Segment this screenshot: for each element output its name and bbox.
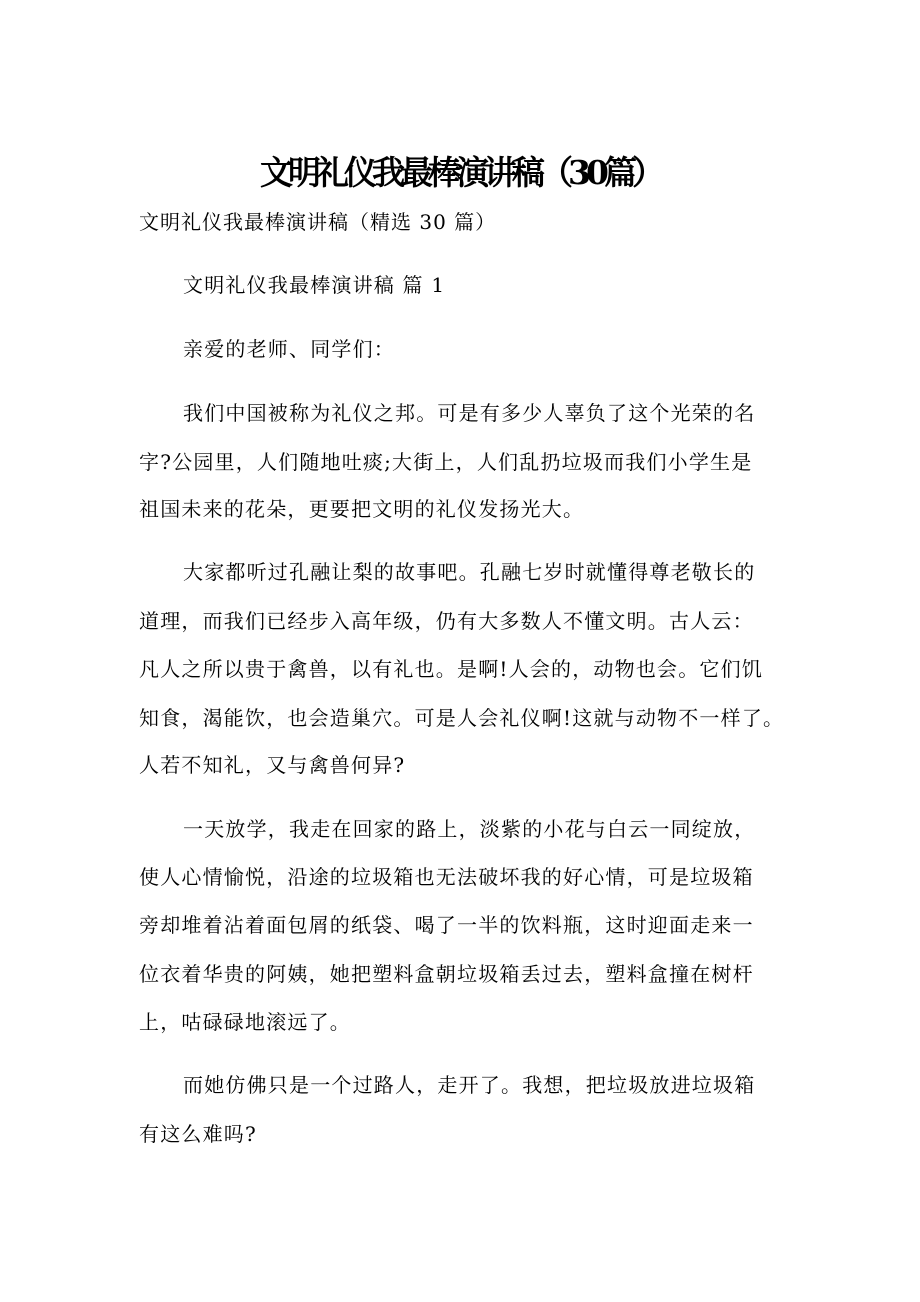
paragraph-2-line-3: 凡人之所以贵于禽兽，以有礼也。是啊!人会的，动物也会。它们饥 <box>139 657 764 681</box>
paragraph-1-line-2: 字?公园里，人们随地吐痰;大街上，人们乱扔垃圾而我们小学生是 <box>139 450 753 474</box>
paragraph-2-line-1: 大家都听过孔融让梨的故事吧。孔融七岁时就懂得尊老敬长的 <box>183 560 756 584</box>
paragraph-3-line-2: 使人心情愉悦，沿途的垃圾箱也无法破坏我的好心情，可是垃圾箱 <box>139 865 754 889</box>
document-subtitle: 文明礼仪我最棒演讲稿（精选 30 篇） <box>139 210 497 234</box>
greeting: 亲爱的老师、同学们： <box>183 337 395 361</box>
paragraph-4-line-2: 有这么难吗? <box>139 1122 257 1146</box>
paragraph-1-line-1: 我们中国被称为礼仪之邦。可是有多少人辜负了这个光荣的名 <box>183 401 756 425</box>
paragraph-3-line-1: 一天放学，我走在回家的路上，淡紫的小花与白云一同绽放， <box>183 817 756 841</box>
paragraph-3-line-3: 旁却堆着沾着面包屑的纸袋、喝了一半的饮料瓶，这时迎面走来一 <box>139 913 754 937</box>
section-heading: 文明礼仪我最棒演讲稿 篇 1 <box>183 273 446 297</box>
paragraph-3-line-5: 上，咕碌碌地滚远了。 <box>139 1010 351 1034</box>
paragraph-1-line-3: 祖国未来的花朵，更要把文明的礼仪发扬光大。 <box>139 497 585 521</box>
paragraph-3-line-4: 位衣着华贵的阿姨，她把塑料盒朝垃圾箱丢过去，塑料盒撞在树杆 <box>139 962 754 986</box>
paragraph-2-line-2: 道理，而我们已经步入高年级，仍有大多数人不懂文明。古人云： <box>139 609 754 633</box>
paragraph-2-line-4: 知食，渴能饮，也会造巢穴。可是人会礼仪啊!这就与动物不一样了。 <box>139 706 785 730</box>
paragraph-2-line-5: 人若不知礼，又与禽兽何异? <box>139 753 406 777</box>
paragraph-4-line-1: 而她仿佛只是一个过路人，走开了。我想，把垃圾放进垃圾箱 <box>183 1073 756 1097</box>
document-title: 文明礼仪我最棒演讲稿（30篇） <box>260 153 660 192</box>
